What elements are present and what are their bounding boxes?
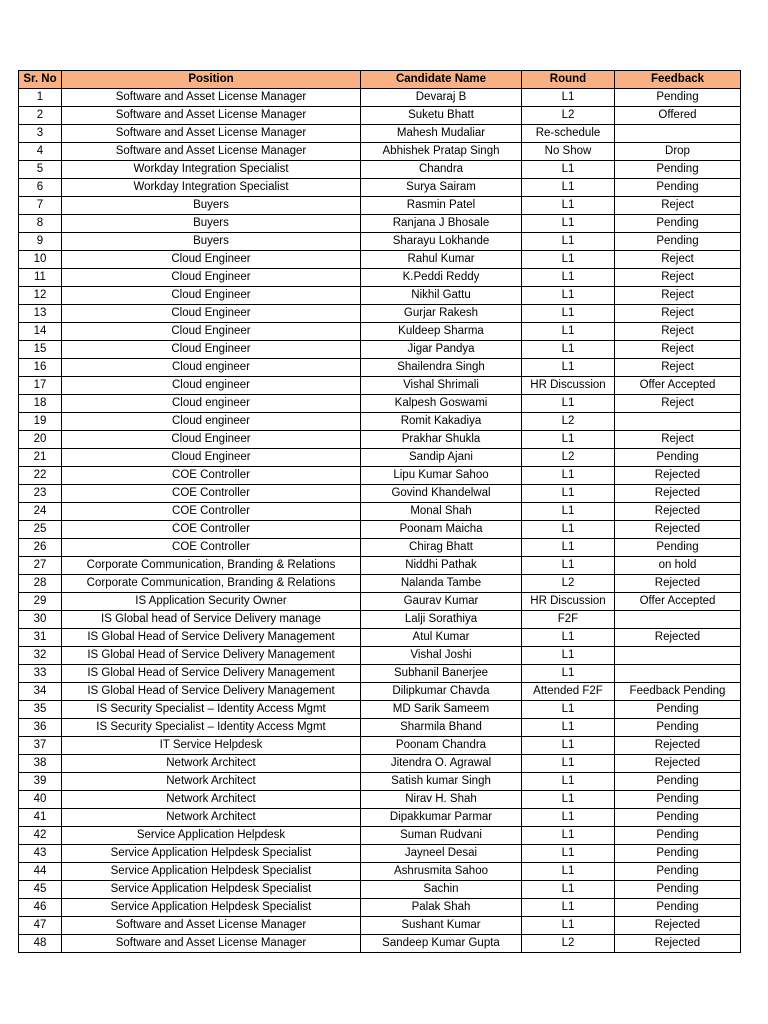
cell-sr-no: 38: [19, 755, 62, 773]
cell-round: L1: [522, 809, 615, 827]
table-row: [19, 107, 741, 125]
table-row: [19, 881, 741, 899]
cell-candidate-name: Ashrusmita Sahoo: [361, 863, 522, 881]
cell-candidate-name: Devaraj B: [361, 89, 522, 107]
cell-feedback: Offered: [615, 107, 741, 125]
cell-candidate-name: Vishal Shrimali: [361, 377, 522, 395]
cell-candidate-name: Sushant Kumar: [361, 917, 522, 935]
table-row: [19, 521, 741, 539]
candidate-table: [18, 70, 741, 953]
cell-feedback: Reject: [615, 395, 741, 413]
table-row: [19, 485, 741, 503]
cell-round: L1: [522, 557, 615, 575]
cell-sr-no: 16: [19, 359, 62, 377]
cell-candidate-name: Rasmin Patel: [361, 197, 522, 215]
cell-round: L2: [522, 449, 615, 467]
table-row: [19, 917, 741, 935]
table-row: [19, 791, 741, 809]
cell-position: Software and Asset License Manager: [62, 143, 361, 161]
cell-candidate-name: Kuldeep Sharma: [361, 323, 522, 341]
cell-candidate-name: Sharayu Lokhande: [361, 233, 522, 251]
cell-sr-no: 46: [19, 899, 62, 917]
cell-round: L1: [522, 899, 615, 917]
cell-round: Attended F2F: [522, 683, 615, 701]
cell-position: Cloud Engineer: [62, 449, 361, 467]
header-feedback: Feedback: [615, 71, 741, 89]
cell-candidate-name: Prakhar Shukla: [361, 431, 522, 449]
cell-feedback: Pending: [615, 233, 741, 251]
cell-position: Software and Asset License Manager: [62, 917, 361, 935]
cell-sr-no: 28: [19, 575, 62, 593]
cell-sr-no: 22: [19, 467, 62, 485]
cell-feedback: Reject: [615, 305, 741, 323]
cell-position: COE Controller: [62, 539, 361, 557]
cell-position: COE Controller: [62, 467, 361, 485]
table-row: [19, 413, 741, 431]
table-row: [19, 827, 741, 845]
table-row: [19, 89, 741, 107]
table-row: [19, 809, 741, 827]
table-row: [19, 557, 741, 575]
cell-feedback: Pending: [615, 809, 741, 827]
cell-candidate-name: K.Peddi Reddy: [361, 269, 522, 287]
cell-position: Cloud Engineer: [62, 305, 361, 323]
cell-feedback: [615, 125, 741, 143]
cell-round: L1: [522, 521, 615, 539]
cell-sr-no: 25: [19, 521, 62, 539]
table-row: [19, 467, 741, 485]
cell-sr-no: 27: [19, 557, 62, 575]
cell-round: L1: [522, 251, 615, 269]
table-row: [19, 773, 741, 791]
cell-candidate-name: Jigar Pandya: [361, 341, 522, 359]
cell-sr-no: 48: [19, 935, 62, 953]
cell-candidate-name: Jitendra O. Agrawal: [361, 755, 522, 773]
table-row: [19, 845, 741, 863]
table-row: [19, 359, 741, 377]
table-row: [19, 575, 741, 593]
cell-position: Buyers: [62, 215, 361, 233]
cell-sr-no: 41: [19, 809, 62, 827]
cell-round: L1: [522, 161, 615, 179]
cell-candidate-name: Poonam Maicha: [361, 521, 522, 539]
cell-feedback: [615, 413, 741, 431]
table-row: [19, 233, 741, 251]
cell-position: IS Global head of Service Delivery manage: [62, 611, 361, 629]
table-row: [19, 539, 741, 557]
cell-candidate-name: Romit Kakadiya: [361, 413, 522, 431]
table-body: [19, 89, 741, 953]
table-row: [19, 395, 741, 413]
cell-sr-no: 7: [19, 197, 62, 215]
cell-candidate-name: Sharmila Bhand: [361, 719, 522, 737]
cell-feedback: Pending: [615, 863, 741, 881]
table-row: [19, 899, 741, 917]
cell-feedback: Reject: [615, 341, 741, 359]
cell-sr-no: 31: [19, 629, 62, 647]
cell-round: L1: [522, 647, 615, 665]
cell-position: Service Application Helpdesk Specialist: [62, 899, 361, 917]
cell-sr-no: 15: [19, 341, 62, 359]
table-row: [19, 863, 741, 881]
cell-round: L1: [522, 89, 615, 107]
cell-round: L1: [522, 755, 615, 773]
cell-feedback: Reject: [615, 251, 741, 269]
cell-feedback: Pending: [615, 89, 741, 107]
cell-round: L2: [522, 413, 615, 431]
cell-feedback: Rejected: [615, 575, 741, 593]
cell-candidate-name: Nirav H. Shah: [361, 791, 522, 809]
cell-candidate-name: Niddhi Pathak: [361, 557, 522, 575]
cell-position: COE Controller: [62, 503, 361, 521]
cell-sr-no: 12: [19, 287, 62, 305]
cell-sr-no: 13: [19, 305, 62, 323]
cell-sr-no: 18: [19, 395, 62, 413]
cell-sr-no: 36: [19, 719, 62, 737]
cell-sr-no: 42: [19, 827, 62, 845]
cell-candidate-name: Poonam Chandra: [361, 737, 522, 755]
cell-round: L2: [522, 107, 615, 125]
cell-round: L1: [522, 791, 615, 809]
cell-round: No Show: [522, 143, 615, 161]
table-row: [19, 215, 741, 233]
cell-round: L1: [522, 215, 615, 233]
cell-candidate-name: Nalanda Tambe: [361, 575, 522, 593]
cell-feedback: Feedback Pending: [615, 683, 741, 701]
cell-sr-no: 20: [19, 431, 62, 449]
cell-round: L1: [522, 395, 615, 413]
cell-sr-no: 34: [19, 683, 62, 701]
cell-candidate-name: Dipakkumar Parmar: [361, 809, 522, 827]
table-row: [19, 341, 741, 359]
cell-candidate-name: Lalji Sorathiya: [361, 611, 522, 629]
cell-candidate-name: Surya Sairam: [361, 179, 522, 197]
table-row: [19, 449, 741, 467]
cell-candidate-name: Gaurav Kumar: [361, 593, 522, 611]
table-row: [19, 503, 741, 521]
cell-candidate-name: Lipu Kumar Sahoo: [361, 467, 522, 485]
cell-feedback: Pending: [615, 791, 741, 809]
cell-position: Network Architect: [62, 809, 361, 827]
table-row: [19, 755, 741, 773]
cell-sr-no: 43: [19, 845, 62, 863]
cell-sr-no: 11: [19, 269, 62, 287]
cell-candidate-name: Subhanil Banerjee: [361, 665, 522, 683]
cell-position: Service Application Helpdesk: [62, 827, 361, 845]
cell-sr-no: 26: [19, 539, 62, 557]
cell-feedback: Pending: [615, 845, 741, 863]
cell-round: Re-schedule: [522, 125, 615, 143]
cell-feedback: Pending: [615, 899, 741, 917]
cell-round: L1: [522, 467, 615, 485]
cell-candidate-name: Sandeep Kumar Gupta: [361, 935, 522, 953]
cell-feedback: Reject: [615, 323, 741, 341]
table-row: [19, 665, 741, 683]
cell-sr-no: 29: [19, 593, 62, 611]
cell-round: L1: [522, 179, 615, 197]
cell-round: L1: [522, 485, 615, 503]
cell-candidate-name: Palak Shah: [361, 899, 522, 917]
table-row: [19, 143, 741, 161]
cell-position: IS Global Head of Service Delivery Management: [62, 665, 361, 683]
cell-round: L1: [522, 503, 615, 521]
cell-feedback: Reject: [615, 287, 741, 305]
cell-position: Workday Integration Specialist: [62, 179, 361, 197]
cell-round: L2: [522, 575, 615, 593]
cell-feedback: Reject: [615, 431, 741, 449]
cell-candidate-name: Suketu Bhatt: [361, 107, 522, 125]
cell-round: L1: [522, 341, 615, 359]
cell-sr-no: 37: [19, 737, 62, 755]
cell-feedback: Pending: [615, 701, 741, 719]
cell-round: L1: [522, 719, 615, 737]
cell-sr-no: 21: [19, 449, 62, 467]
cell-round: L1: [522, 827, 615, 845]
cell-sr-no: 30: [19, 611, 62, 629]
cell-sr-no: 33: [19, 665, 62, 683]
cell-feedback: Rejected: [615, 485, 741, 503]
cell-candidate-name: Vishal Joshi: [361, 647, 522, 665]
cell-sr-no: 9: [19, 233, 62, 251]
cell-round: L1: [522, 881, 615, 899]
cell-candidate-name: Gurjar Rakesh: [361, 305, 522, 323]
cell-round: L1: [522, 773, 615, 791]
cell-feedback: Reject: [615, 197, 741, 215]
cell-position: Corporate Communication, Branding & Relations: [62, 575, 361, 593]
cell-position: IT Service Helpdesk: [62, 737, 361, 755]
header-round: Round: [522, 71, 615, 89]
cell-position: Cloud Engineer: [62, 251, 361, 269]
table-row: [19, 323, 741, 341]
cell-round: L1: [522, 863, 615, 881]
table-row: [19, 611, 741, 629]
cell-position: Network Architect: [62, 755, 361, 773]
cell-position: Service Application Helpdesk Specialist: [62, 863, 361, 881]
cell-feedback: Rejected: [615, 917, 741, 935]
table-row: [19, 629, 741, 647]
cell-feedback: [615, 647, 741, 665]
cell-feedback: Pending: [615, 773, 741, 791]
cell-sr-no: 32: [19, 647, 62, 665]
table-row: [19, 125, 741, 143]
cell-position: Software and Asset License Manager: [62, 935, 361, 953]
cell-feedback: [615, 665, 741, 683]
cell-feedback: Rejected: [615, 503, 741, 521]
cell-feedback: Pending: [615, 827, 741, 845]
cell-position: COE Controller: [62, 485, 361, 503]
cell-position: Software and Asset License Manager: [62, 89, 361, 107]
cell-sr-no: 1: [19, 89, 62, 107]
table-row: [19, 305, 741, 323]
cell-position: IS Global Head of Service Delivery Management: [62, 647, 361, 665]
cell-candidate-name: Abhishek Pratap Singh: [361, 143, 522, 161]
cell-sr-no: 2: [19, 107, 62, 125]
cell-candidate-name: Atul Kumar: [361, 629, 522, 647]
cell-sr-no: 3: [19, 125, 62, 143]
cell-position: Buyers: [62, 197, 361, 215]
cell-round: L1: [522, 269, 615, 287]
table-row: [19, 719, 741, 737]
cell-sr-no: 39: [19, 773, 62, 791]
cell-position: COE Controller: [62, 521, 361, 539]
cell-candidate-name: Shailendra Singh: [361, 359, 522, 377]
cell-sr-no: 19: [19, 413, 62, 431]
table-row: [19, 251, 741, 269]
table-row: [19, 179, 741, 197]
cell-position: Software and Asset License Manager: [62, 107, 361, 125]
cell-position: Cloud engineer: [62, 395, 361, 413]
cell-position: Cloud Engineer: [62, 269, 361, 287]
cell-candidate-name: Mahesh Mudaliar: [361, 125, 522, 143]
cell-position: Cloud engineer: [62, 377, 361, 395]
cell-candidate-name: Chandra: [361, 161, 522, 179]
cell-feedback: Drop: [615, 143, 741, 161]
cell-position: IS Application Security Owner: [62, 593, 361, 611]
cell-round: L1: [522, 359, 615, 377]
cell-position: Workday Integration Specialist: [62, 161, 361, 179]
header-candidate-name: Candidate Name: [361, 71, 522, 89]
cell-round: L2: [522, 935, 615, 953]
cell-feedback: Pending: [615, 449, 741, 467]
cell-candidate-name: Monal Shah: [361, 503, 522, 521]
cell-feedback: Rejected: [615, 737, 741, 755]
cell-feedback: Reject: [615, 269, 741, 287]
table-row: [19, 683, 741, 701]
cell-position: Cloud Engineer: [62, 431, 361, 449]
cell-sr-no: 6: [19, 179, 62, 197]
candidate-table-sheet: [18, 70, 741, 953]
table-row: [19, 737, 741, 755]
cell-feedback: [615, 611, 741, 629]
cell-round: L1: [522, 323, 615, 341]
table-row: [19, 701, 741, 719]
cell-feedback: Rejected: [615, 629, 741, 647]
cell-round: L1: [522, 665, 615, 683]
cell-candidate-name: Kalpesh Goswami: [361, 395, 522, 413]
cell-candidate-name: Suman Rudvani: [361, 827, 522, 845]
cell-candidate-name: Chirag Bhatt: [361, 539, 522, 557]
cell-feedback: Rejected: [615, 521, 741, 539]
cell-round: F2F: [522, 611, 615, 629]
cell-round: L1: [522, 737, 615, 755]
cell-sr-no: 23: [19, 485, 62, 503]
header-position: Position: [62, 71, 361, 89]
cell-round: L1: [522, 197, 615, 215]
cell-candidate-name: Rahul Kumar: [361, 251, 522, 269]
cell-position: Service Application Helpdesk Specialist: [62, 881, 361, 899]
cell-round: L1: [522, 539, 615, 557]
table-row: [19, 287, 741, 305]
cell-position: IS Global Head of Service Delivery Management: [62, 683, 361, 701]
cell-position: Network Architect: [62, 791, 361, 809]
cell-position: Buyers: [62, 233, 361, 251]
cell-sr-no: 24: [19, 503, 62, 521]
cell-position: Cloud Engineer: [62, 323, 361, 341]
header-sr-no: Sr. No: [19, 71, 62, 89]
table-row: [19, 161, 741, 179]
cell-position: Cloud Engineer: [62, 341, 361, 359]
cell-candidate-name: Govind Khandelwal: [361, 485, 522, 503]
cell-feedback: Pending: [615, 719, 741, 737]
table-row: [19, 377, 741, 395]
cell-feedback: Pending: [615, 215, 741, 233]
cell-feedback: Rejected: [615, 467, 741, 485]
cell-feedback: Pending: [615, 179, 741, 197]
cell-candidate-name: Dilipkumar Chavda: [361, 683, 522, 701]
cell-position: Software and Asset License Manager: [62, 125, 361, 143]
cell-feedback: Pending: [615, 539, 741, 557]
cell-round: L1: [522, 233, 615, 251]
cell-position: IS Security Specialist – Identity Access Mgmt: [62, 701, 361, 719]
cell-feedback: Reject: [615, 359, 741, 377]
cell-position: Network Architect: [62, 773, 361, 791]
table-row: [19, 593, 741, 611]
table-row: [19, 935, 741, 953]
table-row: [19, 197, 741, 215]
cell-candidate-name: Nikhil Gattu: [361, 287, 522, 305]
cell-feedback: Pending: [615, 881, 741, 899]
table-row: [19, 647, 741, 665]
cell-candidate-name: Sandip Ajani: [361, 449, 522, 467]
cell-sr-no: 17: [19, 377, 62, 395]
cell-sr-no: 8: [19, 215, 62, 233]
cell-candidate-name: Jayneel Desai: [361, 845, 522, 863]
cell-candidate-name: Ranjana J Bhosale: [361, 215, 522, 233]
cell-sr-no: 44: [19, 863, 62, 881]
cell-round: L1: [522, 845, 615, 863]
table-row: [19, 431, 741, 449]
cell-sr-no: 47: [19, 917, 62, 935]
cell-candidate-name: Sachin: [361, 881, 522, 899]
cell-round: L1: [522, 629, 615, 647]
cell-feedback: Offer Accepted: [615, 593, 741, 611]
cell-feedback: Offer Accepted: [615, 377, 741, 395]
cell-sr-no: 40: [19, 791, 62, 809]
cell-sr-no: 45: [19, 881, 62, 899]
cell-round: L1: [522, 917, 615, 935]
cell-round: L1: [522, 431, 615, 449]
cell-sr-no: 35: [19, 701, 62, 719]
cell-round: HR Discussion: [522, 377, 615, 395]
cell-feedback: on hold: [615, 557, 741, 575]
cell-position: Cloud Engineer: [62, 287, 361, 305]
table-row: [19, 269, 741, 287]
cell-position: IS Security Specialist – Identity Access Mgmt: [62, 719, 361, 737]
cell-round: HR Discussion: [522, 593, 615, 611]
cell-feedback: Rejected: [615, 755, 741, 773]
cell-feedback: Rejected: [615, 935, 741, 953]
cell-candidate-name: Satish kumar Singh: [361, 773, 522, 791]
cell-feedback: Pending: [615, 161, 741, 179]
cell-position: Cloud engineer: [62, 359, 361, 377]
cell-position: Service Application Helpdesk Specialist: [62, 845, 361, 863]
cell-sr-no: 5: [19, 161, 62, 179]
cell-round: L1: [522, 287, 615, 305]
cell-round: L1: [522, 701, 615, 719]
cell-sr-no: 4: [19, 143, 62, 161]
cell-round: L1: [522, 305, 615, 323]
cell-candidate-name: MD Sarik Sameem: [361, 701, 522, 719]
cell-position: Corporate Communication, Branding & Relations: [62, 557, 361, 575]
cell-sr-no: 10: [19, 251, 62, 269]
cell-position: IS Global Head of Service Delivery Management: [62, 629, 361, 647]
cell-sr-no: 14: [19, 323, 62, 341]
cell-position: Cloud engineer: [62, 413, 361, 431]
header-row: [19, 71, 741, 89]
